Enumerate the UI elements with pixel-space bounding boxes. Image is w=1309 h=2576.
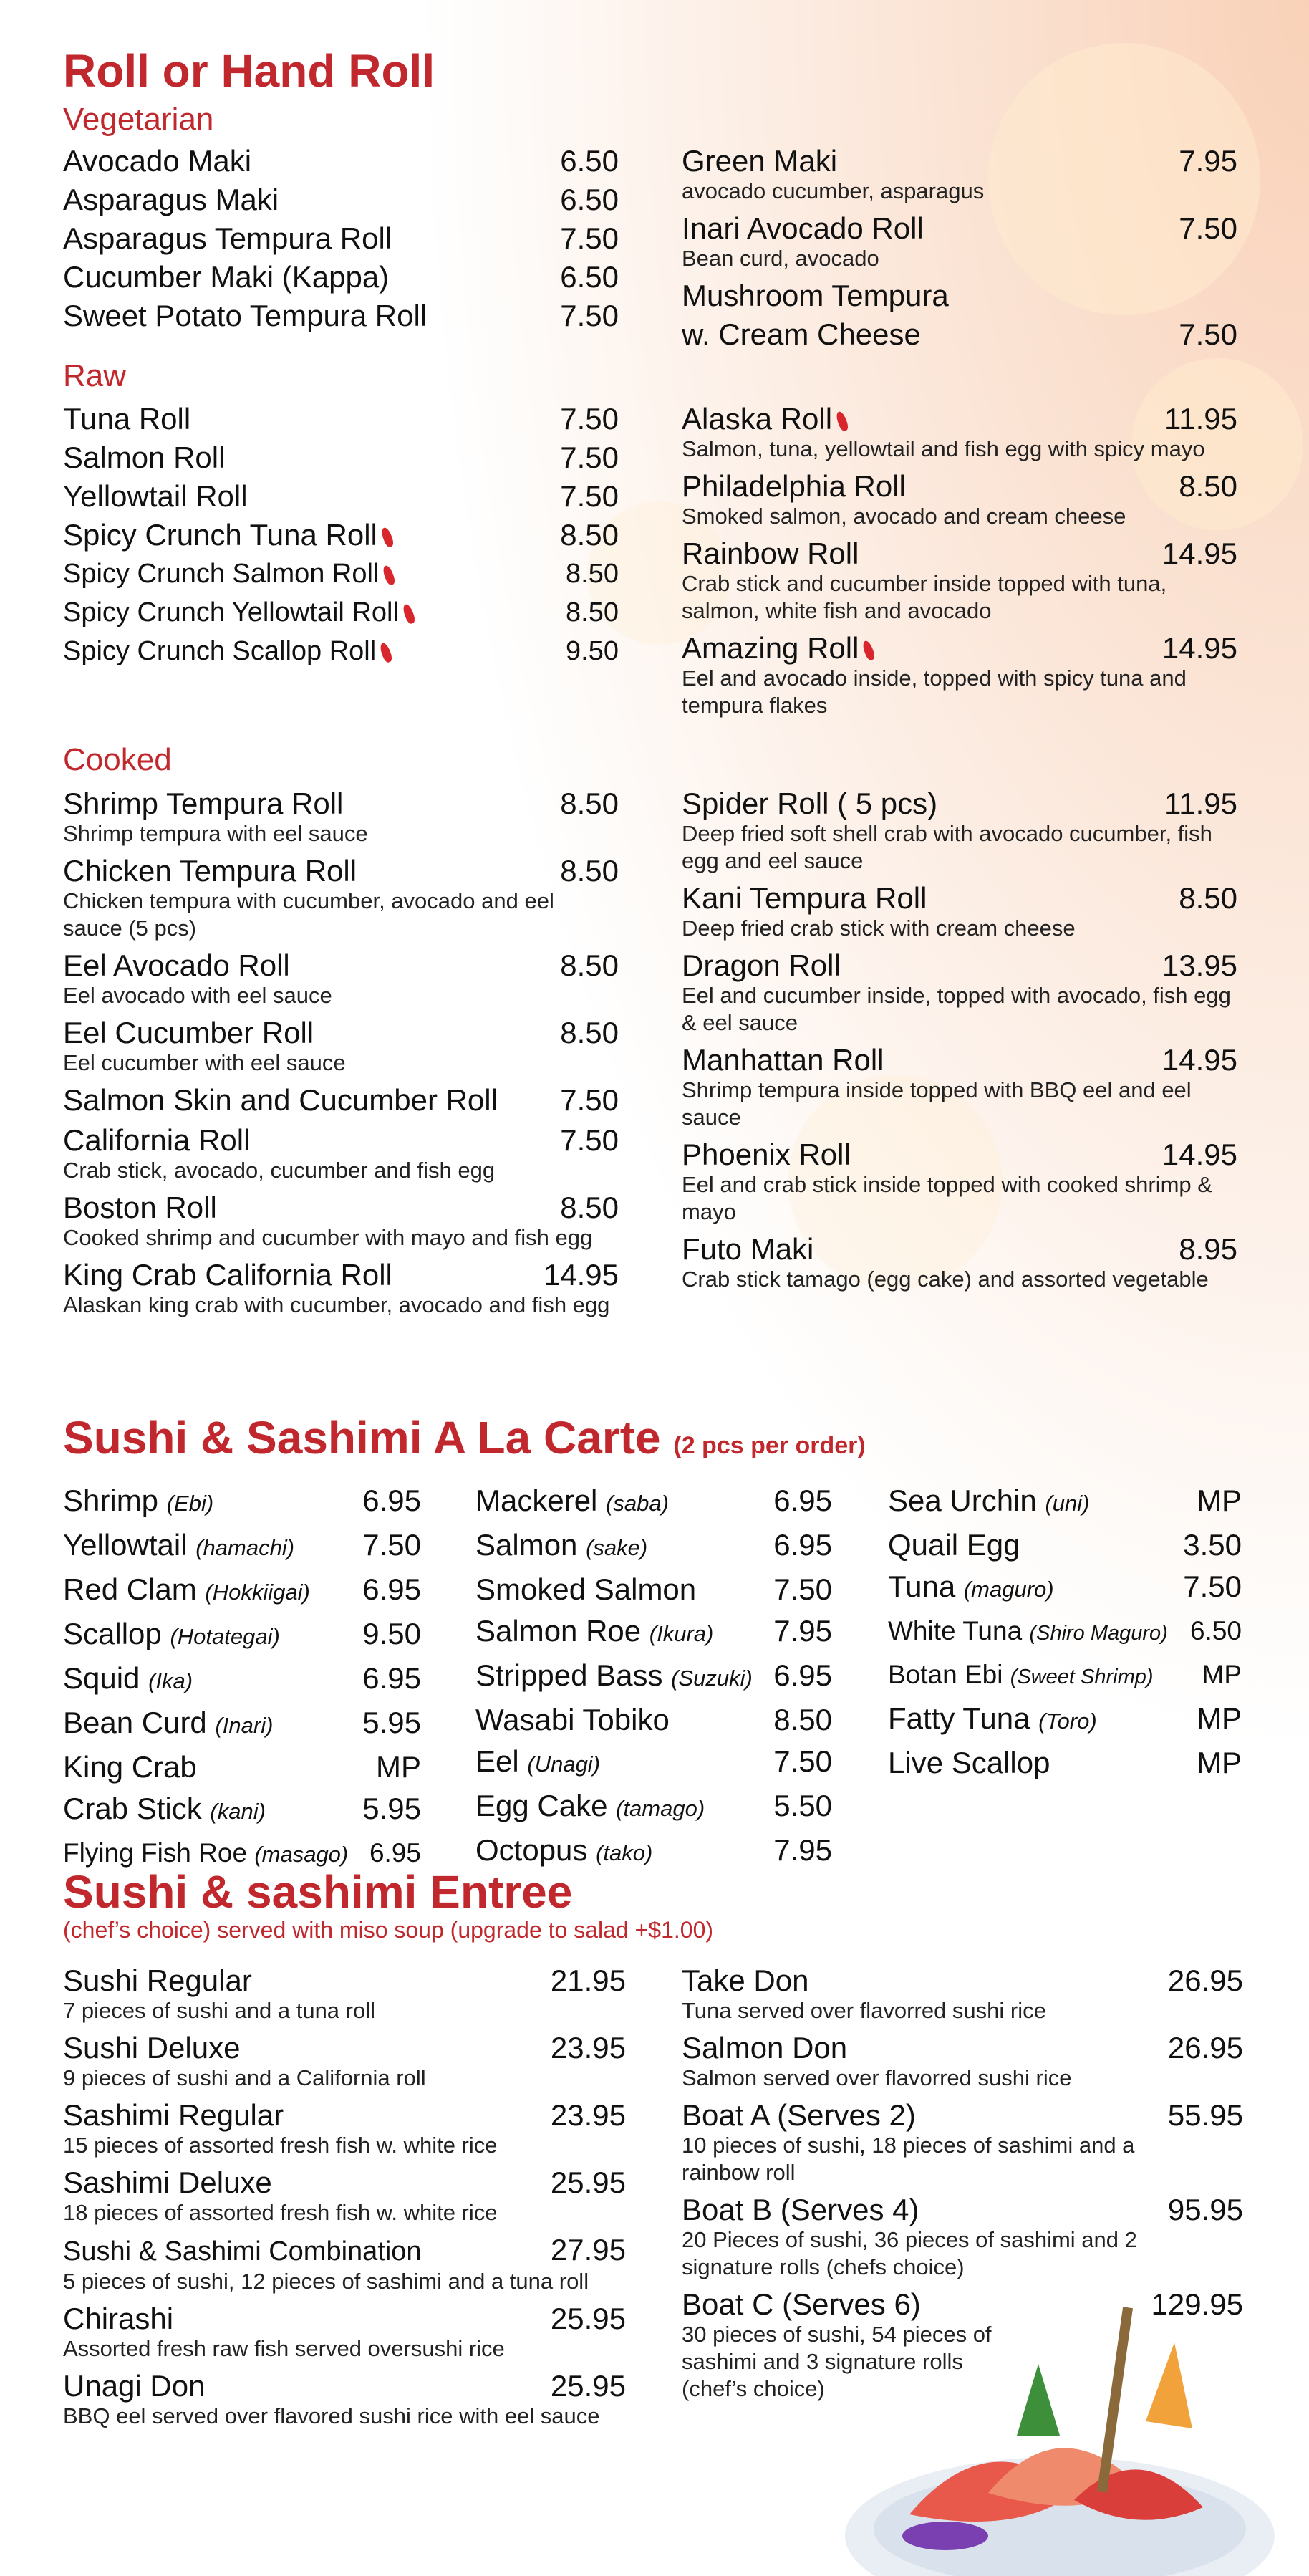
menu-item: Green Maki 7.95 avocado cucumber, asparagus (682, 144, 1237, 203)
menu-item: Salmon Roe (Ikura) 7.95 (475, 1614, 832, 1648)
item-description: Crab stick and cucumber inside topped with tuna, salmon, white fish and avocado (682, 571, 1167, 623)
menu-item: Unagi Don 25.95 BBQ eel served over flavored sushi rice with eel sauce (63, 2369, 626, 2428)
chili-pepper-icon (861, 640, 876, 661)
menu-item: Live Scallop MP (888, 1746, 1242, 1779)
item-description: Tuna served over flavorred sushi rice (682, 1998, 1046, 2023)
menu-item: Mushroom Tempura w. Cream Cheese 7.50 (682, 279, 1237, 351)
menu-item: Salmon (sake) 6.95 (475, 1528, 832, 1562)
chili-pepper-icon (835, 410, 850, 432)
cooked-right-list (682, 784, 1237, 1293)
section-title-alacarte: Sushi & Sashimi A La Carte (2 pcs per order) (63, 1412, 866, 1464)
raw-left-list (63, 400, 619, 671)
item-description: 5 pieces of sushi, 12 pieces of sashimi and a tuna roll (63, 2269, 589, 2294)
menu-item: Sushi Regular 21.95 7 pieces of sushi and a tuna roll (63, 1964, 626, 2023)
vegetarian-left-list (63, 142, 619, 335)
alacarte-col-3 (888, 1480, 1242, 1784)
item-description: Eel avocado with eel sauce (63, 983, 332, 1008)
menu-item: Salmon Roll 7.50 (63, 441, 619, 474)
menu-item: Scallop (Hotategai) 9.50 (63, 1617, 421, 1650)
item-description: Crab stick, avocado, cucumber and fish egg (63, 1158, 496, 1183)
item-description: Smoked salmon, avocado and cream cheese (682, 504, 1126, 529)
menu-item: Quail Egg 3.50 (888, 1528, 1242, 1562)
item-description: Eel and avocado inside, topped with spicy tuna and tempura flakes (682, 665, 1187, 718)
menu-item: Sashimi Regular 23.95 15 pieces of assorted fresh fish w. white rice (63, 2098, 626, 2158)
item-description: 30 pieces of sushi, 54 pieces of sashimi and 3 signature rolls (chef’s choice) (682, 2322, 992, 2401)
vegetarian-right-list (682, 142, 1237, 354)
menu-item: Smoked Salmon 7.50 (475, 1572, 832, 1606)
menu-item: Sweet Potato Tempura Roll 7.50 (63, 299, 619, 332)
menu-item: Spicy Crunch Scallop Roll 9.50 (63, 636, 619, 666)
menu-item: Chirashi 25.95 Assorted fresh raw fish served oversushi rice (63, 2302, 626, 2361)
item-description: 10 pieces of sushi, 18 pieces of sashimi and a rainbow roll (682, 2133, 1135, 2185)
menu-item: Amazing Roll 14.95 Eel and avocado inside, topped with spicy tuna and tempura flakes (682, 631, 1237, 718)
menu-item: Stripped Bass (Suzuki) 6.95 (475, 1658, 832, 1692)
item-description: Eel and cucumber inside, topped with avocado, fish egg & eel sauce (682, 983, 1231, 1035)
cooked-left-list (63, 784, 619, 1319)
menu-item: Squid (Ika) 6.95 (63, 1661, 421, 1695)
item-description: Shrimp tempura inside topped with BBQ eel and eel sauce (682, 1077, 1192, 1130)
leaf-garnish (1017, 2364, 1060, 2436)
menu-item: Shrimp Tempura Roll 8.50 Shrimp tempura with eel sauce (63, 787, 619, 846)
menu-item: Dragon Roll 13.95 Eel and cucumber inside, topped with avocado, fish egg & eel sauce (682, 948, 1237, 1035)
menu-item: Rainbow Roll 14.95 Crab stick and cucumber inside topped with tuna, salmon, white fish and avocado (682, 537, 1237, 623)
menu-item: Avocado Maki 6.50 (63, 144, 619, 178)
menu-item: Phoenix Roll 14.95 Eel and crab stick inside topped with cooked shrimp & mayo (682, 1138, 1237, 1224)
menu-item: Kani Tempura Roll 8.50 Deep fried crab stick with cream cheese (682, 881, 1237, 941)
menu-item: Tuna (maguro) 7.50 (888, 1570, 1242, 1603)
item-description: Crab stick tamago (egg cake) and assorted vegetable (682, 1267, 1209, 1292)
menu-item: Asparagus Tempura Roll 7.50 (63, 221, 619, 255)
heading-raw: Raw (63, 358, 127, 393)
item-description: 20 Pieces of sushi, 36 pieces of sashimi and 2 signature rolls (chefs choice) (682, 2227, 1137, 2279)
menu-item: Eel Cucumber Roll 8.50 Eel cucumber with eel sauce (63, 1016, 619, 1075)
entree-subtitle: (chef’s choice) served with miso soup (upgrade to salad +$1.00) (63, 1917, 714, 1943)
alacarte-note: (2 pcs per order) (673, 1432, 866, 1459)
chili-pepper-icon (382, 564, 397, 586)
menu-item: Salmon Don 26.95 Salmon served over flavorred sushi rice (682, 2031, 1243, 2090)
menu-item: Sushi & Sashimi Combination 27.95 5 pieces of sushi, 12 pieces of sashimi and a tuna roll (63, 2233, 626, 2294)
item-description: 7 pieces of sushi and a tuna roll (63, 1998, 375, 2023)
menu-item: Boston Roll 8.50 Cooked shrimp and cucumber with mayo and fish egg (63, 1191, 619, 1250)
menu-item: California Roll 7.50 Crab stick, avocado, cucumber and fish egg (63, 1123, 619, 1183)
item-description: Eel cucumber with eel sauce (63, 1050, 346, 1075)
menu-item: Spider Roll ( 5 pcs) 11.95 Deep fried soft shell crab with avocado cucumber, fish egg and eel sauce (682, 787, 1237, 873)
chili-pepper-icon (379, 642, 394, 663)
menu-item: Salmon Skin and Cucumber Roll 7.50 (63, 1083, 619, 1117)
menu-item: Yellowtail (hamachi) 7.50 (63, 1528, 421, 1562)
item-description: Bean curd, avocado (682, 246, 879, 271)
menu-item: Manhattan Roll 14.95 Shrimp tempura inside topped with BBQ eel and eel sauce (682, 1043, 1237, 1130)
menu-item: King Crab California Roll 14.95 Alaskan king crab with cucumber, avocado and fish egg (63, 1258, 619, 1317)
garnish-flower (902, 2522, 988, 2550)
menu-item: Fatty Tuna (Toro) MP (888, 1701, 1242, 1735)
item-description: Alaskan king crab with cucumber, avocado and fish egg (63, 1292, 610, 1317)
menu-item: Philadelphia Roll 8.50 Smoked salmon, avocado and cream cheese (682, 469, 1237, 529)
item-description: 15 pieces of assorted fresh fish w. white rice (63, 2133, 498, 2158)
menu-item: Egg Cake (tamago) 5.50 (475, 1789, 832, 1822)
item-description: Deep fried crab stick with cream cheese (682, 915, 1076, 941)
menu-item: Sushi Deluxe 23.95 9 pieces of sushi and a California roll (63, 2031, 626, 2090)
menu-item: Futo Maki 8.95 Crab stick tamago (egg cake) and assorted vegetable (682, 1232, 1237, 1292)
menu-item: Boat C (Serves 6) 129.95 30 pieces of sushi, 54 pieces of sashimi and 3 signature rolls (chef’s choice) (682, 2287, 1243, 2401)
section-title-rolls: Roll or Hand Roll (63, 45, 435, 97)
menu-item: Sashimi Deluxe 25.95 18 pieces of assorted fresh fish w. white rice (63, 2166, 626, 2225)
menu-item: Sea Urchin (uni) MP (888, 1484, 1242, 1517)
item-description: Shrimp tempura with eel sauce (63, 821, 368, 846)
raw-right-list (682, 400, 1237, 719)
item-description: Assorted fresh raw fish served oversushi rice (63, 2336, 505, 2361)
menu-item: King Crab MP (63, 1750, 421, 1784)
item-description: Salmon, tuna, yellowtail and fish egg with spicy mayo (682, 436, 1205, 461)
item-description: Chicken tempura with cucumber, avocado and eel sauce (5 pcs) (63, 888, 554, 941)
entree-left-list (63, 1961, 626, 2430)
item-description: 18 pieces of assorted fresh fish w. white rice (63, 2200, 498, 2225)
section-title-entree: Sushi & sashimi Entree (63, 1866, 573, 1918)
item-description: avocado cucumber, asparagus (682, 178, 985, 203)
menu-item: Botan Ebi (Sweet Shrimp) MP (888, 1660, 1242, 1689)
item-description: Eel and crab stick inside topped with cooked shrimp & mayo (682, 1172, 1212, 1224)
item-description: Deep fried soft shell crab with avocado cucumber, fish egg and eel sauce (682, 821, 1212, 873)
menu-item: Spicy Crunch Tuna Roll 8.50 (63, 518, 619, 552)
menu-item: Eel Avocado Roll 8.50 Eel avocado with eel sauce (63, 948, 619, 1008)
menu-item: Inari Avocado Roll 7.50 Bean curd, avocado (682, 211, 1237, 271)
menu-item: Bean Curd (Inari) 5.95 (63, 1706, 421, 1739)
menu-item: Mackerel (saba) 6.95 (475, 1484, 832, 1517)
item-description: 9 pieces of sushi and a California roll (63, 2065, 426, 2090)
menu-item: Eel (Unagi) 7.50 (475, 1744, 832, 1778)
chili-pepper-icon (380, 527, 395, 548)
chili-pepper-icon (401, 603, 416, 625)
menu-item: Chicken Tempura Roll 8.50 Chicken tempura with cucumber, avocado and eel sauce (5 pcs) (63, 854, 619, 941)
menu-item: Shrimp (Ebi) 6.95 (63, 1484, 421, 1517)
leaf-garnish (1146, 2342, 1192, 2428)
menu-item: White Tuna (Shiro Maguro) 6.50 (888, 1616, 1242, 1645)
menu-item: Spicy Crunch Yellowtail Roll 8.50 (63, 597, 619, 628)
menu-item: Cucumber Maki (Kappa) 6.50 (63, 260, 619, 294)
heading-cooked: Cooked (63, 742, 172, 777)
item-description: BBQ eel served over flavored sushi rice with eel sauce (63, 2403, 600, 2428)
item-description: Salmon served over flavorred sushi rice (682, 2065, 1072, 2090)
menu-item: Spicy Crunch Salmon Roll 8.50 (63, 559, 619, 589)
menu-item: Take Don 26.95 Tuna served over flavorred sushi rice (682, 1964, 1243, 2023)
item-description: Cooked shrimp and cucumber with mayo and fish egg (63, 1225, 593, 1250)
menu-item: Flying Fish Roe (masago) 6.95 (63, 1838, 421, 1868)
alacarte-col-1 (63, 1480, 421, 1875)
menu-item: Asparagus Maki 6.50 (63, 183, 619, 216)
alacarte-col-2 (475, 1480, 832, 1874)
menu-item: Tuna Roll 7.50 (63, 402, 619, 436)
menu-item: Boat A (Serves 2) 55.95 10 pieces of sushi, 18 pieces of sashimi and a rainbow roll (682, 2098, 1243, 2185)
sushi-plate-image (802, 2278, 1275, 2576)
menu-item: Octopus (tako) 7.95 (475, 1833, 832, 1867)
menu-item: Wasabi Tobiko 8.50 (475, 1703, 832, 1736)
menu-item: Yellowtail Roll 7.50 (63, 479, 619, 513)
menu-item: Red Clam (Hokkiigai) 6.95 (63, 1572, 421, 1606)
heading-vegetarian: Vegetarian (63, 102, 214, 137)
menu-item: Alaska Roll 11.95 Salmon, tuna, yellowtail and fish egg with spicy mayo (682, 402, 1237, 461)
menu-item: Boat B (Serves 4) 95.95 20 Pieces of sushi, 36 pieces of sashimi and 2 signature rolls (chefs choice) (682, 2193, 1243, 2279)
menu-item: Crab Stick (kani) 5.95 (63, 1792, 421, 1825)
